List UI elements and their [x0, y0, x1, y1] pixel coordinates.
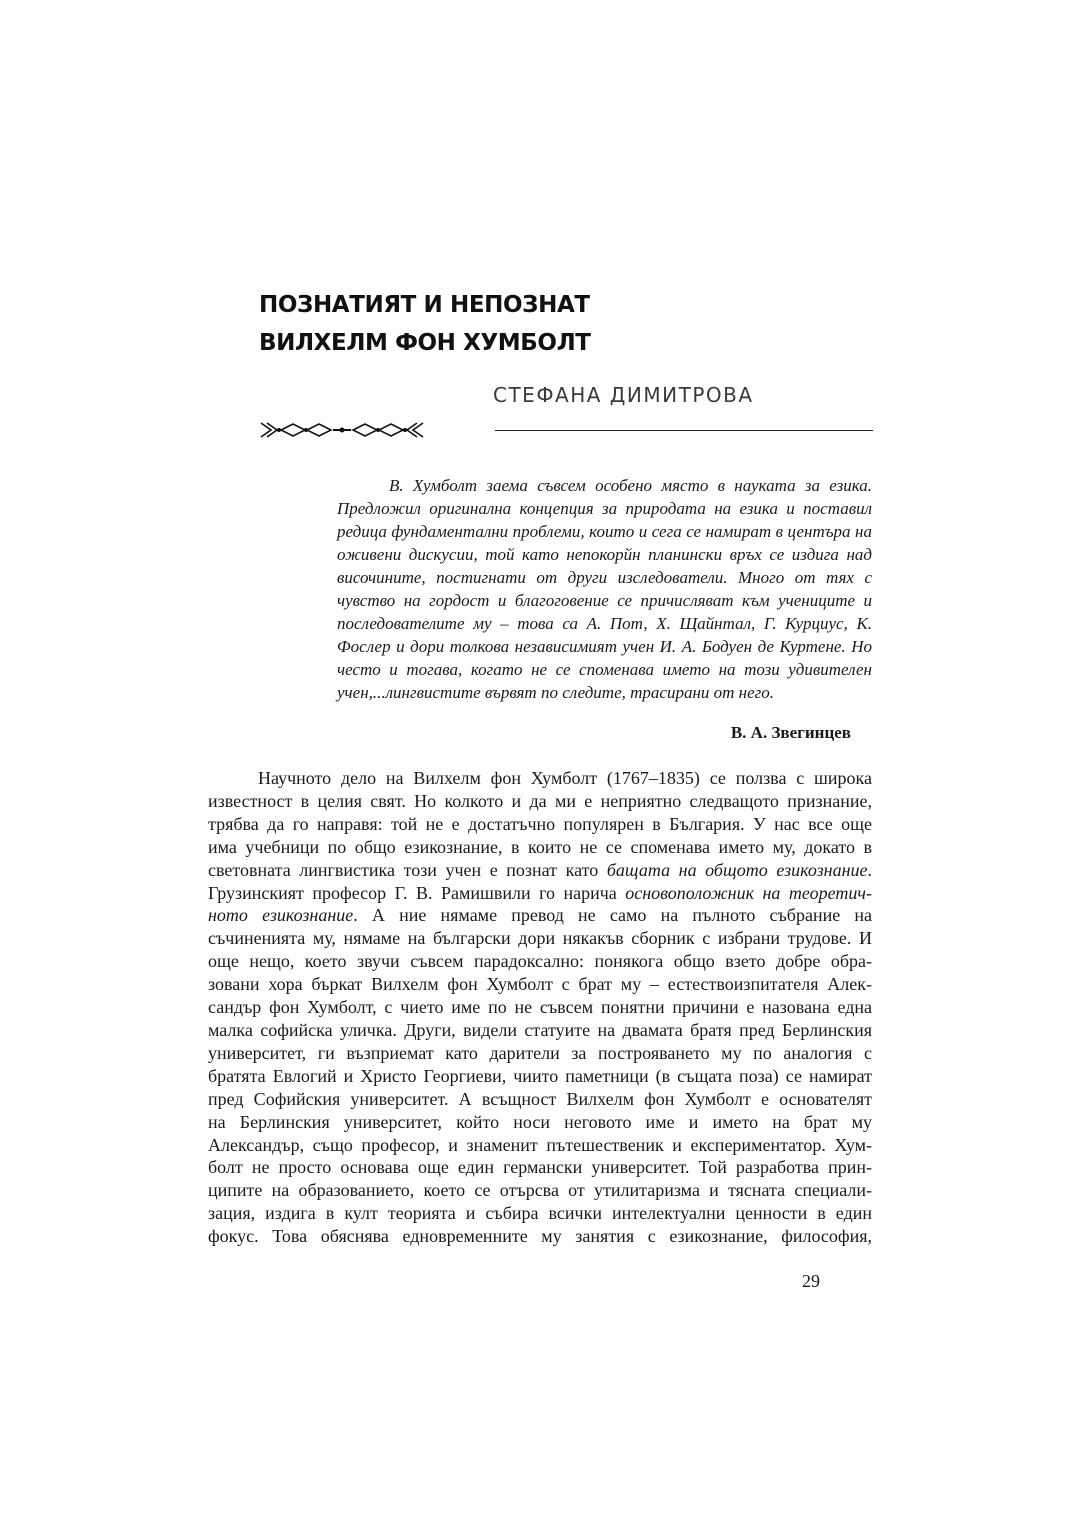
body-line: сандър фон Хумболт, с чието име по не съвсем понятни причини е назована една [208, 997, 872, 1018]
body-line: Александър, също професор, и знаменит пътешественик и експериментатор. Хум- [208, 1134, 872, 1155]
epigraph-text: В. Хумболт заема съвсем особено място в науката за езика. Предложил оригинална концепция за природата на езика и поставил редица фундаментални проблеми, които и сега се намират в центъра на оживени дискусии, той като непокорйн планински връх се издига над височините, постигнати от други изследователи. Много от тях с чувство на гордост и благоговение се причисляват към учениците и последователите му – това са А. Пот, Х. Щайнтал, Г. Курциус, К. Фослер и дори толкова независимият учен И. А. Бодуен де Куртене. Но често и тогава, когато не се споменава името на този удивителен учен,...лингвистите вървят по следите, трасирани от него. [337, 476, 872, 702]
author-rule [495, 430, 873, 431]
body-line: ципите на образованието, което се отърсва от утилитаризма и тясната специали- [208, 1180, 872, 1201]
body-line: известност в целия свят. Но колкото и да ми е неприятно следващото признание, [208, 790, 872, 811]
body-line: малка софийска уличка. Други, видели статуите на двамата братя пред Берлинския [208, 1019, 872, 1040]
title-line-2: ВИЛХЕЛМ ФОН ХУМБОЛТ [259, 330, 591, 356]
title-line-1: ПОЗНАТИЯТ И НЕПОЗНАТ [259, 292, 590, 318]
body-line: пред Софийския университет. А всъщност Вилхелм фон Хумболт е основателят [208, 1088, 872, 1109]
body-line: на Берлинския университет, който носи неговото име и името на брат му [208, 1111, 872, 1132]
italic-term: бащата на общото езикознание [606, 859, 868, 880]
article-title [259, 286, 591, 362]
body-line: зовани хора бъркат Вилхелм фон Хумболт с брат му – естествоизпитателя Алек- [208, 974, 872, 995]
body-line: още нещо, което звучи съвсем парадоксално: понякога общо взето добре обра- [208, 951, 872, 972]
body-line: ното езикознание. А ние нямаме превод не само на пълното събрание на [208, 905, 872, 926]
body-line: университет, ги възприемат като дарители за построяването му по аналогия с [208, 1042, 872, 1063]
decorative-ornament [259, 419, 425, 441]
body-line: има учебници по общо езикознание, в които не се споменава името му, докато в [208, 836, 872, 857]
body-line: братята Евлогий и Христо Георгиеви, чиито паметници (в същата поза) се намират [208, 1065, 872, 1086]
body-line: болт не просто основава още един германски университет. Той разработва прин- [208, 1157, 872, 1178]
body-line: фокус. Това обяснява едновременните му занятия с езикознание, философия, [208, 1226, 872, 1247]
italic-term: основоположник на теоретич- [625, 882, 872, 903]
body-line: световната лингвистика този учен е познат като бащата на общото езикознание. [208, 859, 872, 880]
body-line: трябва да го направя: той не е достатъчно популярен в България. У нас все още [208, 813, 872, 834]
body-line: Грузинският професор Г. В. Рамишвили го нарича основоположник на теоретич- [208, 882, 872, 903]
page-number: 29 [802, 1271, 820, 1291]
italic-term: ното езикознание [208, 905, 354, 926]
author-name: СТЕФАНА ДИМИТРОВА [493, 383, 754, 407]
body-line: зация, издига в култ теорията и събира всички интелектуални ценности в един [208, 1203, 872, 1224]
epigraph-author: В. А. Звегинцев [730, 723, 851, 742]
body-line: съчиненията му, нямаме на български дори някакъв сборник с избрани трудове. И [208, 928, 872, 949]
body-text [208, 767, 872, 1248]
body-line: Научното дело на Вилхелм фон Хумболт (1767–1835) се ползва с широка [258, 768, 872, 788]
